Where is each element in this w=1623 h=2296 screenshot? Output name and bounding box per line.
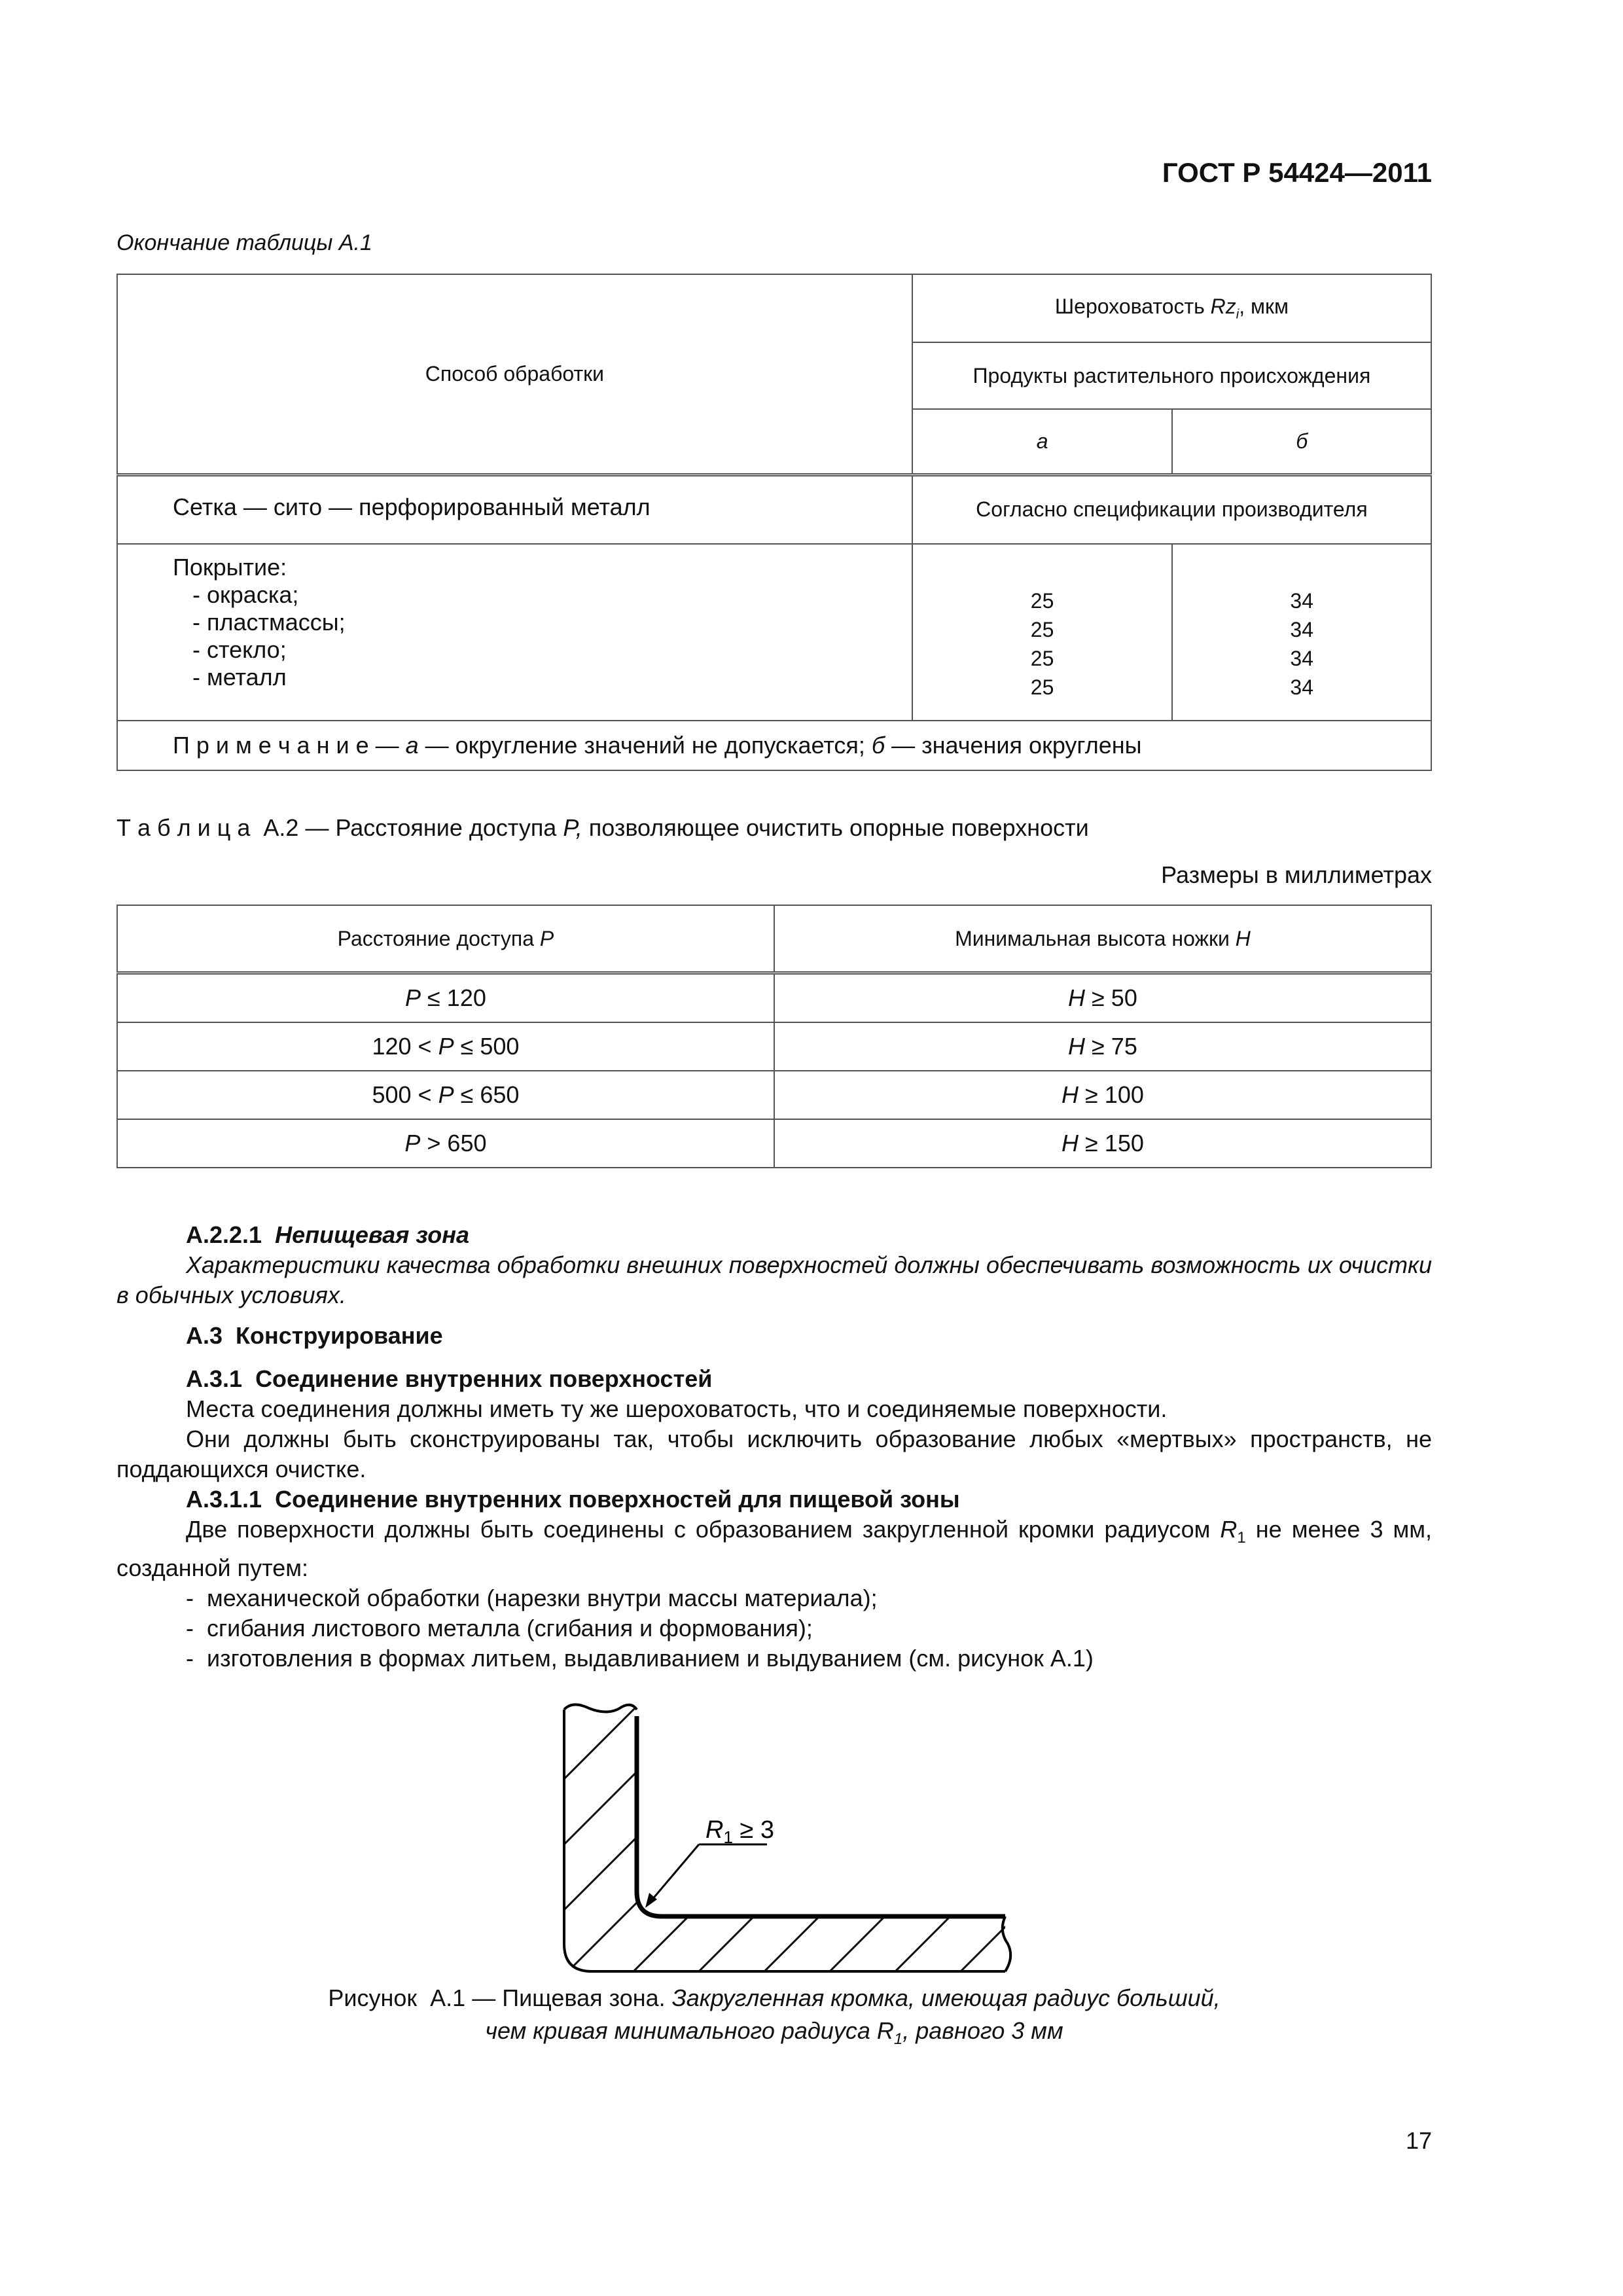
h-post: ≥ 50 — [1085, 984, 1137, 1011]
p-var: P — [404, 1130, 421, 1157]
header-col-a: а — [912, 409, 1173, 475]
section-number: А.3.1 — [186, 1365, 243, 1392]
table2-caption-suffix: позволяющее очистить опорные поверхности — [582, 814, 1089, 841]
header-method: Способ обработки — [117, 274, 912, 475]
cover-b-value: 34 — [1290, 618, 1313, 641]
section-number: А.3 — [186, 1322, 223, 1349]
p-post: ≤ 500 — [454, 1033, 520, 1060]
cover-a-value: 25 — [1030, 675, 1054, 699]
cover-title: Покрытие: — [173, 554, 287, 581]
col-h-var: H — [1235, 926, 1251, 950]
p-post: ≤ 120 — [421, 984, 486, 1011]
h-var: H — [1068, 984, 1086, 1011]
col-p-var: P — [539, 926, 554, 950]
section-number: А.2.2.1 — [186, 1221, 262, 1248]
roughness-sub: i — [1236, 307, 1240, 322]
caption-var: R — [876, 2017, 894, 2044]
roughness-var: Rz — [1210, 294, 1236, 318]
section-title: Непищевая зона — [275, 1221, 470, 1248]
list-item-text: изготовления в формах литьем, выдавливанием и выдуванием (см. рисунок А.1) — [207, 1645, 1094, 1672]
table-a2 — [116, 905, 1432, 1168]
row-cover-b-values — [1172, 544, 1431, 721]
table-row — [117, 1071, 1431, 1119]
list-item: - изготовления в формах литьем, выдавливанием и выдуванием (см. рисунок А.1) — [186, 1645, 1094, 1672]
radius-label-post: ≥ 3 — [732, 1816, 775, 1844]
p-var: P — [438, 1033, 454, 1060]
section-a311-paragraph — [116, 1515, 1432, 1583]
note-end: — значения округлены — [885, 732, 1142, 759]
col-h-text: Минимальная высота ножки — [955, 926, 1236, 950]
list-item: - механической обработки (нарезки внутри массы материала); — [186, 1585, 878, 1612]
radius-label — [705, 1816, 774, 1847]
radius-label-sub: 1 — [723, 1827, 733, 1847]
h-post: ≥ 150 — [1079, 1130, 1144, 1157]
note-a: а — [405, 732, 419, 759]
cover-item: - пластмассы; — [192, 609, 346, 636]
cover-item: - окраска; — [192, 581, 299, 608]
p-var: P — [438, 1081, 454, 1108]
radius-sub: 1 — [1237, 1529, 1246, 1547]
cover-item-text: пластмассы; — [207, 609, 346, 636]
p-post: > 650 — [420, 1130, 487, 1157]
cell-p — [117, 973, 774, 1023]
table-row — [117, 1022, 1431, 1071]
row-cover-a-values — [912, 544, 1173, 721]
break-line-right — [1003, 1916, 1010, 1971]
caption-prefix: Рисунок А.1 — Пищевая зона. — [328, 1984, 672, 2011]
header-col-b: б — [1172, 409, 1431, 475]
list-item-text: механической обработки (нарезки внутри массы материала); — [207, 1585, 878, 1612]
cover-b-value: 34 — [1290, 675, 1313, 699]
cover-item: - металл — [192, 664, 287, 691]
section-a31-paragraph: Они должны быть сконструированы так, чтобы исключить образование любых «мертвых» пространств, не поддающихся очистке. — [116, 1426, 1432, 1482]
h-post: ≥ 100 — [1079, 1081, 1144, 1108]
note-label: П р и м е ч а н и е — — [173, 732, 399, 759]
cover-a-value: 25 — [1030, 647, 1054, 670]
cell-p — [117, 1071, 774, 1119]
header-min-height — [774, 905, 1431, 973]
caption-italic: чем кривая минимального радиуса — [485, 2017, 877, 2044]
caption-line-1 — [116, 1982, 1432, 2015]
section-title: Соединение внутренних поверхностей — [255, 1365, 713, 1392]
section-a221-text: Характеристики качества обработки внешних поверхностей должны обеспечивать возможность их очистки в обычных условиях. — [116, 1251, 1432, 1308]
paragraph-text: Две поверхности должны быть соединены с образованием закругленной кромки радиусом — [186, 1516, 1221, 1543]
row-mesh-method: Сетка — сито — перфорированный металл — [117, 475, 912, 544]
caption-sub: 1 — [893, 2030, 903, 2049]
table-row — [117, 973, 1431, 1023]
h-post: ≥ 75 — [1085, 1033, 1137, 1060]
cell-h — [774, 973, 1431, 1023]
table2-dimensions-note: Размеры в миллиметрах — [1161, 861, 1432, 888]
section-title: Конструирование — [236, 1322, 443, 1349]
section-a31 — [116, 1364, 1432, 1674]
cell-p — [117, 1119, 774, 1168]
cover-item-text: окраска; — [207, 581, 299, 608]
cover-item-text: стекло; — [207, 636, 287, 663]
cell-h — [774, 1119, 1431, 1168]
section-a31-paragraph: Места соединения должны иметь ту же шероховатость, что и соединяемые поверхности. — [186, 1395, 1168, 1422]
p-var: P — [405, 984, 421, 1011]
table2-caption-var: P, — [563, 814, 582, 841]
outer-surface — [564, 1710, 1005, 1971]
section-a3-heading — [116, 1321, 1432, 1351]
table-row — [117, 1119, 1431, 1168]
list-item-text: сгибания листового металла (сгибания и формования); — [207, 1615, 813, 1642]
caption-line-2 — [116, 2015, 1432, 2056]
figure-a1-drawing — [524, 1676, 1021, 1977]
paragraph-text: не менее 3 мм, созданной путем: — [116, 1516, 1432, 1582]
document-header: ГОСТ Р 54424—2011 — [1162, 157, 1432, 188]
section-a221 — [116, 1220, 1432, 1310]
row-cover-method — [117, 544, 912, 721]
cell-p — [117, 1022, 774, 1071]
cover-item-text: металл — [207, 664, 287, 691]
h-var: H — [1068, 1033, 1086, 1060]
roughness-unit: , мкм — [1239, 294, 1289, 318]
caption-italic: , равного 3 мм — [902, 2017, 1063, 2044]
row-mesh-value: Согласно спецификации производителя — [912, 475, 1431, 544]
cover-a-value: 25 — [1030, 589, 1054, 613]
roughness-label: Шероховатость — [1054, 294, 1211, 318]
table2-caption-prefix: Т а б л и ц а А.2 — Расстояние доступа — [116, 814, 563, 841]
figure-a1-caption — [116, 1982, 1432, 2056]
section-a221-heading — [116, 1220, 1432, 1250]
table1-continuation-caption: Окончание таблицы А.1 — [116, 230, 372, 255]
table-a1 — [116, 274, 1432, 771]
section-a311-heading — [116, 1484, 1432, 1515]
section-a31-heading — [116, 1364, 1432, 1394]
header-products: Продукты растительного происхождения — [912, 342, 1431, 409]
table1-note — [117, 721, 1431, 770]
cell-h — [774, 1022, 1431, 1071]
h-var: H — [1061, 1081, 1079, 1108]
leader-line — [648, 1844, 699, 1905]
note-mid: — округление значений не допускается; — [418, 732, 872, 759]
p-pre: 120 < — [372, 1033, 438, 1060]
break-line-top — [564, 1704, 637, 1712]
inner-surface — [637, 1716, 1005, 1916]
section-title: Соединение внутренних поверхностей для пищевой зоны — [275, 1486, 960, 1513]
section-a3 — [116, 1321, 1432, 1351]
table2-caption — [116, 814, 1089, 842]
header-access-distance — [117, 905, 774, 973]
p-pre: 500 < — [372, 1081, 438, 1108]
header-roughness — [912, 274, 1431, 342]
note-b: б — [871, 732, 885, 759]
h-var: H — [1061, 1130, 1079, 1157]
caption-italic: Закругленная кромка, имеющая радиус больший, — [671, 1984, 1221, 2011]
section-number: А.3.1.1 — [186, 1486, 262, 1513]
page-number: 17 — [1405, 2127, 1432, 2154]
cover-a-value: 25 — [1030, 618, 1054, 641]
cover-b-value: 34 — [1290, 589, 1313, 613]
list-item: - сгибания листового металла (сгибания и формования); — [186, 1615, 813, 1642]
cover-item: - стекло; — [192, 636, 287, 663]
radius-var: R — [1220, 1516, 1238, 1543]
cell-h — [774, 1071, 1431, 1119]
cover-b-value: 34 — [1290, 647, 1313, 670]
radius-label-var: R — [705, 1816, 724, 1844]
col-p-text: Расстояние доступа — [337, 926, 540, 950]
p-post: ≤ 650 — [454, 1081, 520, 1108]
